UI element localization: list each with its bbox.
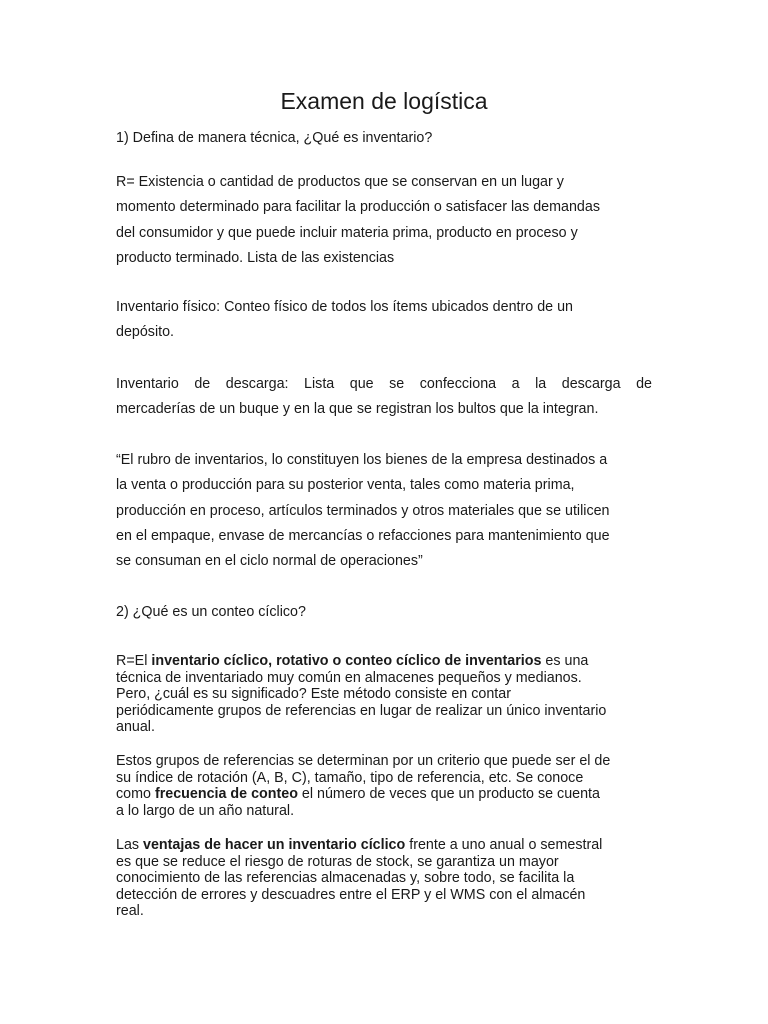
question-1: 1) Defina de manera técnica, ¿Qué es inventario? (116, 130, 433, 146)
text-run: R=El (116, 653, 152, 669)
text-line: periódicamente grupos de referencias en lugar de realizar un único inventario (116, 702, 607, 719)
text-line: detección de errores y descuadres entre el ERP y el WMS con el almacén (116, 886, 586, 903)
text-line: su índice de rotación (A, B, C), tamaño, tipo de referencia, etc. Se conoce (116, 769, 584, 786)
text-line: es que se reduce el riesgo de roturas de stock, se garantiza un mayor (116, 853, 559, 870)
text-line: producto terminado. Lista de las existencias (116, 249, 395, 266)
text-line: Estos grupos de referencias se determinan por un criterio que puede ser el de (116, 753, 611, 769)
inventario-fisico-paragraph (116, 295, 652, 346)
text-run: Las (116, 837, 144, 853)
text-line: depósito. (116, 324, 175, 341)
text-line: mercaderías de un buque y en la que se registran los bultos que la integran. (116, 401, 599, 418)
bold-term: inventario cíclico, rotativo o conteo cíclico de inventarios (151, 653, 542, 669)
inventario-descarga-paragraph (116, 372, 652, 423)
text-line: la venta o producción para su posterior venta, tales como materia prima, (116, 477, 575, 494)
text-run: es una (541, 653, 589, 669)
text-line: producción en proceso, artículos terminados y otros materiales que se utilicen (116, 502, 610, 519)
text-line: Inventario de descarga: Lista que se confecciona a la descarga de (116, 376, 652, 392)
text-line (116, 837, 652, 854)
document-title: Examen de logística (280, 88, 488, 114)
bold-term: ventajas de hacer un inventario cíclico (143, 837, 406, 853)
answer-1-definition (116, 170, 652, 271)
text-line: Inventario físico: Conteo físico de todos los ítems ubicados dentro de un (116, 299, 573, 315)
text-line (116, 786, 652, 803)
text-line: Pero, ¿cuál es su significado? Este método consiste en contar (116, 686, 511, 703)
text-line: a lo largo de un año natural. (116, 802, 295, 819)
text-line (116, 653, 652, 670)
text-line: momento determinado para facilitar la producción o satisfacer las demandas (116, 199, 600, 216)
text-line: técnica de inventariado muy común en almacenes pequeños y medianos. (116, 669, 582, 686)
answer-2-paragraph-3 (116, 837, 652, 920)
text-line: real. (116, 903, 144, 920)
text-run: el número de veces que un producto se cuenta (297, 786, 600, 803)
text-line: se consuman en el ciclo normal de operaciones” (116, 553, 423, 570)
bold-term: frecuencia de conteo (154, 786, 298, 803)
text-line: del consumidor y que puede incluir materia prima, producto en proceso y (116, 224, 578, 241)
text-line: anual. (116, 719, 155, 736)
text-line: R= Existencia o cantidad de productos que se conservan en un lugar y (116, 174, 564, 190)
answer-2-paragraph-2 (116, 753, 652, 819)
text-run: frente a uno anual o semestral (405, 837, 603, 853)
text-line: conocimiento de las referencias almacenadas y, sobre todo, se facilita la (116, 870, 575, 887)
text-line: en el empaque, envase de mercancías o refacciones para mantenimiento que (116, 527, 610, 544)
text-run: como (116, 786, 155, 803)
question-2: 2) ¿Qué es un conteo cíclico? (116, 604, 306, 620)
text-line: “El rubro de inventarios, lo constituyen los bienes de la empresa destinados a (116, 452, 608, 468)
answer-2-paragraph-1 (116, 653, 652, 736)
inventory-quote (116, 448, 652, 574)
